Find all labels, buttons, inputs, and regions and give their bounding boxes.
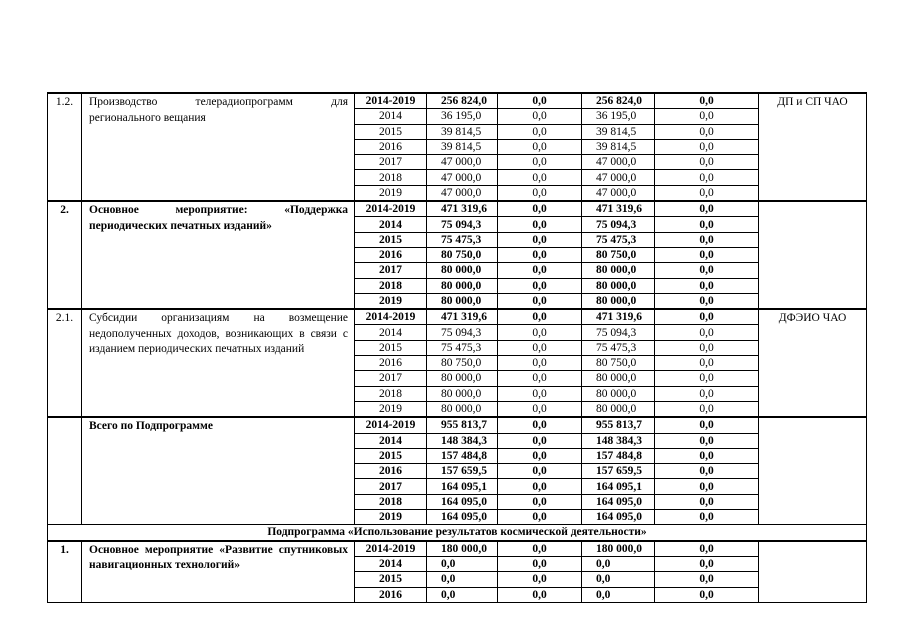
federal-cell: 0,0 [498, 109, 582, 124]
federal-cell: 0,0 [498, 448, 582, 463]
responsible-executor [759, 201, 867, 309]
table-row [48, 417, 867, 433]
total-cell: 36 195,0 [427, 109, 498, 124]
other-cell: 0,0 [655, 247, 759, 262]
year-cell: 2014 [355, 217, 427, 232]
regional-cell: 47 000,0 [582, 170, 655, 185]
regional-cell: 80 000,0 [582, 263, 655, 278]
other-cell: 0,0 [655, 293, 759, 309]
responsible-executor [759, 417, 867, 525]
other-cell: 0,0 [655, 170, 759, 185]
federal-cell: 0,0 [498, 309, 582, 325]
year-cell: 2014-2019 [355, 541, 427, 557]
other-cell: 0,0 [655, 356, 759, 371]
federal-cell: 0,0 [498, 494, 582, 509]
other-cell: 0,0 [655, 340, 759, 355]
regional-cell: 39 814,5 [582, 139, 655, 154]
federal-cell: 0,0 [498, 93, 582, 109]
section-row [48, 525, 867, 541]
total-cell: 47 000,0 [427, 185, 498, 201]
year-cell: 2014 [355, 109, 427, 124]
total-cell: 164 095,0 [427, 494, 498, 509]
year-cell: 2019 [355, 401, 427, 417]
total-cell: 75 475,3 [427, 232, 498, 247]
regional-cell: 75 475,3 [582, 340, 655, 355]
regional-cell: 256 824,0 [582, 93, 655, 109]
regional-cell: 0,0 [582, 556, 655, 571]
year-cell: 2019 [355, 185, 427, 201]
regional-cell: 148 384,3 [582, 433, 655, 448]
total-cell: 75 094,3 [427, 217, 498, 232]
other-cell: 0,0 [655, 541, 759, 557]
total-cell: 471 319,6 [427, 201, 498, 217]
regional-cell: 80 000,0 [582, 293, 655, 309]
year-cell: 2015 [355, 572, 427, 587]
federal-cell: 0,0 [498, 247, 582, 262]
total-cell: 164 095,0 [427, 510, 498, 525]
year-cell: 2015 [355, 448, 427, 463]
federal-cell: 0,0 [498, 510, 582, 525]
item-number [48, 417, 82, 525]
total-cell: 471 319,6 [427, 309, 498, 325]
regional-cell: 75 094,3 [582, 217, 655, 232]
total-cell: 80 000,0 [427, 371, 498, 386]
regional-cell: 180 000,0 [582, 541, 655, 557]
total-cell: 47 000,0 [427, 155, 498, 170]
federal-cell: 0,0 [498, 185, 582, 201]
other-cell: 0,0 [655, 371, 759, 386]
item-title: Основное мероприятие: «Поддержка периодических печатных изданий» [82, 201, 355, 309]
regional-cell: 164 095,0 [582, 510, 655, 525]
year-cell: 2018 [355, 278, 427, 293]
regional-cell: 75 475,3 [582, 232, 655, 247]
total-cell: 0,0 [427, 587, 498, 602]
total-cell: 80 750,0 [427, 356, 498, 371]
federal-cell: 0,0 [498, 541, 582, 557]
other-cell: 0,0 [655, 433, 759, 448]
year-cell: 2016 [355, 464, 427, 479]
other-cell: 0,0 [655, 572, 759, 587]
other-cell: 0,0 [655, 232, 759, 247]
total-cell: 256 824,0 [427, 93, 498, 109]
year-cell: 2016 [355, 139, 427, 154]
federal-cell: 0,0 [498, 587, 582, 602]
total-cell: 955 813,7 [427, 417, 498, 433]
total-cell: 148 384,3 [427, 433, 498, 448]
total-cell: 80 000,0 [427, 293, 498, 309]
other-cell: 0,0 [655, 185, 759, 201]
regional-cell: 80 000,0 [582, 278, 655, 293]
other-cell: 0,0 [655, 263, 759, 278]
year-cell: 2015 [355, 232, 427, 247]
total-cell: 180 000,0 [427, 541, 498, 557]
other-cell: 0,0 [655, 201, 759, 217]
year-cell: 2016 [355, 356, 427, 371]
other-cell: 0,0 [655, 386, 759, 401]
federal-cell: 0,0 [498, 293, 582, 309]
item-title: Субсидии организациям на возмещение недополученных доходов, возникающих в связи с изданием периодических печатных изданий [82, 309, 355, 417]
federal-cell: 0,0 [498, 401, 582, 417]
federal-cell: 0,0 [498, 464, 582, 479]
total-cell: 80 000,0 [427, 263, 498, 278]
other-cell: 0,0 [655, 401, 759, 417]
total-cell: 157 659,5 [427, 464, 498, 479]
regional-cell: 157 484,8 [582, 448, 655, 463]
other-cell: 0,0 [655, 309, 759, 325]
year-cell: 2014 [355, 556, 427, 571]
item-number: 1. [48, 541, 82, 603]
other-cell: 0,0 [655, 109, 759, 124]
federal-cell: 0,0 [498, 170, 582, 185]
other-cell: 0,0 [655, 155, 759, 170]
year-cell: 2019 [355, 510, 427, 525]
federal-cell: 0,0 [498, 433, 582, 448]
year-cell: 2014-2019 [355, 93, 427, 109]
other-cell: 0,0 [655, 510, 759, 525]
regional-cell: 80 750,0 [582, 247, 655, 262]
federal-cell: 0,0 [498, 556, 582, 571]
federal-cell: 0,0 [498, 340, 582, 355]
year-cell: 2016 [355, 247, 427, 262]
regional-cell: 0,0 [582, 587, 655, 602]
total-cell: 39 814,5 [427, 139, 498, 154]
total-cell: 80 000,0 [427, 386, 498, 401]
year-cell: 2018 [355, 386, 427, 401]
year-cell: 2018 [355, 494, 427, 509]
federal-cell: 0,0 [498, 371, 582, 386]
regional-cell: 47 000,0 [582, 185, 655, 201]
federal-cell: 0,0 [498, 325, 582, 340]
year-cell: 2018 [355, 170, 427, 185]
item-title: Производство телерадиопрограмм для регионального вещания [82, 93, 355, 201]
year-cell: 2014-2019 [355, 417, 427, 433]
federal-cell: 0,0 [498, 124, 582, 139]
regional-cell: 47 000,0 [582, 155, 655, 170]
responsible-executor [759, 541, 867, 603]
other-cell: 0,0 [655, 464, 759, 479]
other-cell: 0,0 [655, 417, 759, 433]
federal-cell: 0,0 [498, 356, 582, 371]
total-cell: 80 750,0 [427, 247, 498, 262]
regional-cell: 471 319,6 [582, 201, 655, 217]
year-cell: 2017 [355, 479, 427, 494]
regional-cell: 80 000,0 [582, 386, 655, 401]
other-cell: 0,0 [655, 556, 759, 571]
table-row [48, 309, 867, 325]
regional-cell: 471 319,6 [582, 309, 655, 325]
other-cell: 0,0 [655, 278, 759, 293]
other-cell: 0,0 [655, 217, 759, 232]
total-cell: 0,0 [427, 556, 498, 571]
year-cell: 2015 [355, 124, 427, 139]
year-cell: 2019 [355, 293, 427, 309]
responsible-executor: ДФЭИО ЧАО [759, 309, 867, 417]
federal-cell: 0,0 [498, 572, 582, 587]
federal-cell: 0,0 [498, 263, 582, 278]
regional-cell: 80 000,0 [582, 401, 655, 417]
year-cell: 2016 [355, 587, 427, 602]
year-cell: 2014 [355, 325, 427, 340]
total-cell: 47 000,0 [427, 170, 498, 185]
regional-cell: 157 659,5 [582, 464, 655, 479]
regional-cell: 955 813,7 [582, 417, 655, 433]
total-cell: 39 814,5 [427, 124, 498, 139]
table-row [48, 541, 867, 557]
other-cell: 0,0 [655, 93, 759, 109]
item-title: Основное мероприятие «Развитие спутниковых навигационных технологий» [82, 541, 355, 603]
federal-cell: 0,0 [498, 232, 582, 247]
federal-cell: 0,0 [498, 201, 582, 217]
federal-cell: 0,0 [498, 217, 582, 232]
total-cell: 80 000,0 [427, 401, 498, 417]
regional-cell: 80 750,0 [582, 356, 655, 371]
other-cell: 0,0 [655, 325, 759, 340]
item-number: 1.2. [48, 93, 82, 201]
table-body [48, 93, 867, 602]
federal-cell: 0,0 [498, 479, 582, 494]
regional-cell: 36 195,0 [582, 109, 655, 124]
year-cell: 2014-2019 [355, 201, 427, 217]
total-cell: 75 094,3 [427, 325, 498, 340]
federal-cell: 0,0 [498, 139, 582, 154]
other-cell: 0,0 [655, 124, 759, 139]
year-cell: 2017 [355, 155, 427, 170]
other-cell: 0,0 [655, 139, 759, 154]
other-cell: 0,0 [655, 479, 759, 494]
other-cell: 0,0 [655, 494, 759, 509]
total-cell: 157 484,8 [427, 448, 498, 463]
regional-cell: 164 095,1 [582, 479, 655, 494]
regional-cell: 39 814,5 [582, 124, 655, 139]
item-number: 2. [48, 201, 82, 309]
year-cell: 2014-2019 [355, 309, 427, 325]
regional-cell: 80 000,0 [582, 371, 655, 386]
federal-cell: 0,0 [498, 155, 582, 170]
total-cell: 164 095,1 [427, 479, 498, 494]
regional-cell: 75 094,3 [582, 325, 655, 340]
financing-table [47, 92, 867, 603]
total-cell: 0,0 [427, 572, 498, 587]
federal-cell: 0,0 [498, 417, 582, 433]
item-title: Всего по Подпрограмме [82, 417, 355, 525]
year-cell: 2015 [355, 340, 427, 355]
total-cell: 80 000,0 [427, 278, 498, 293]
section-title: Подпрограмма «Использование результатов космической деятельности» [48, 525, 867, 541]
table-row [48, 93, 867, 109]
responsible-executor: ДП и СП ЧАО [759, 93, 867, 201]
other-cell: 0,0 [655, 448, 759, 463]
table-row [48, 201, 867, 217]
item-number: 2.1. [48, 309, 82, 417]
total-cell: 75 475,3 [427, 340, 498, 355]
federal-cell: 0,0 [498, 386, 582, 401]
regional-cell: 0,0 [582, 572, 655, 587]
federal-cell: 0,0 [498, 278, 582, 293]
year-cell: 2014 [355, 433, 427, 448]
year-cell: 2017 [355, 371, 427, 386]
year-cell: 2017 [355, 263, 427, 278]
regional-cell: 164 095,0 [582, 494, 655, 509]
other-cell: 0,0 [655, 587, 759, 602]
